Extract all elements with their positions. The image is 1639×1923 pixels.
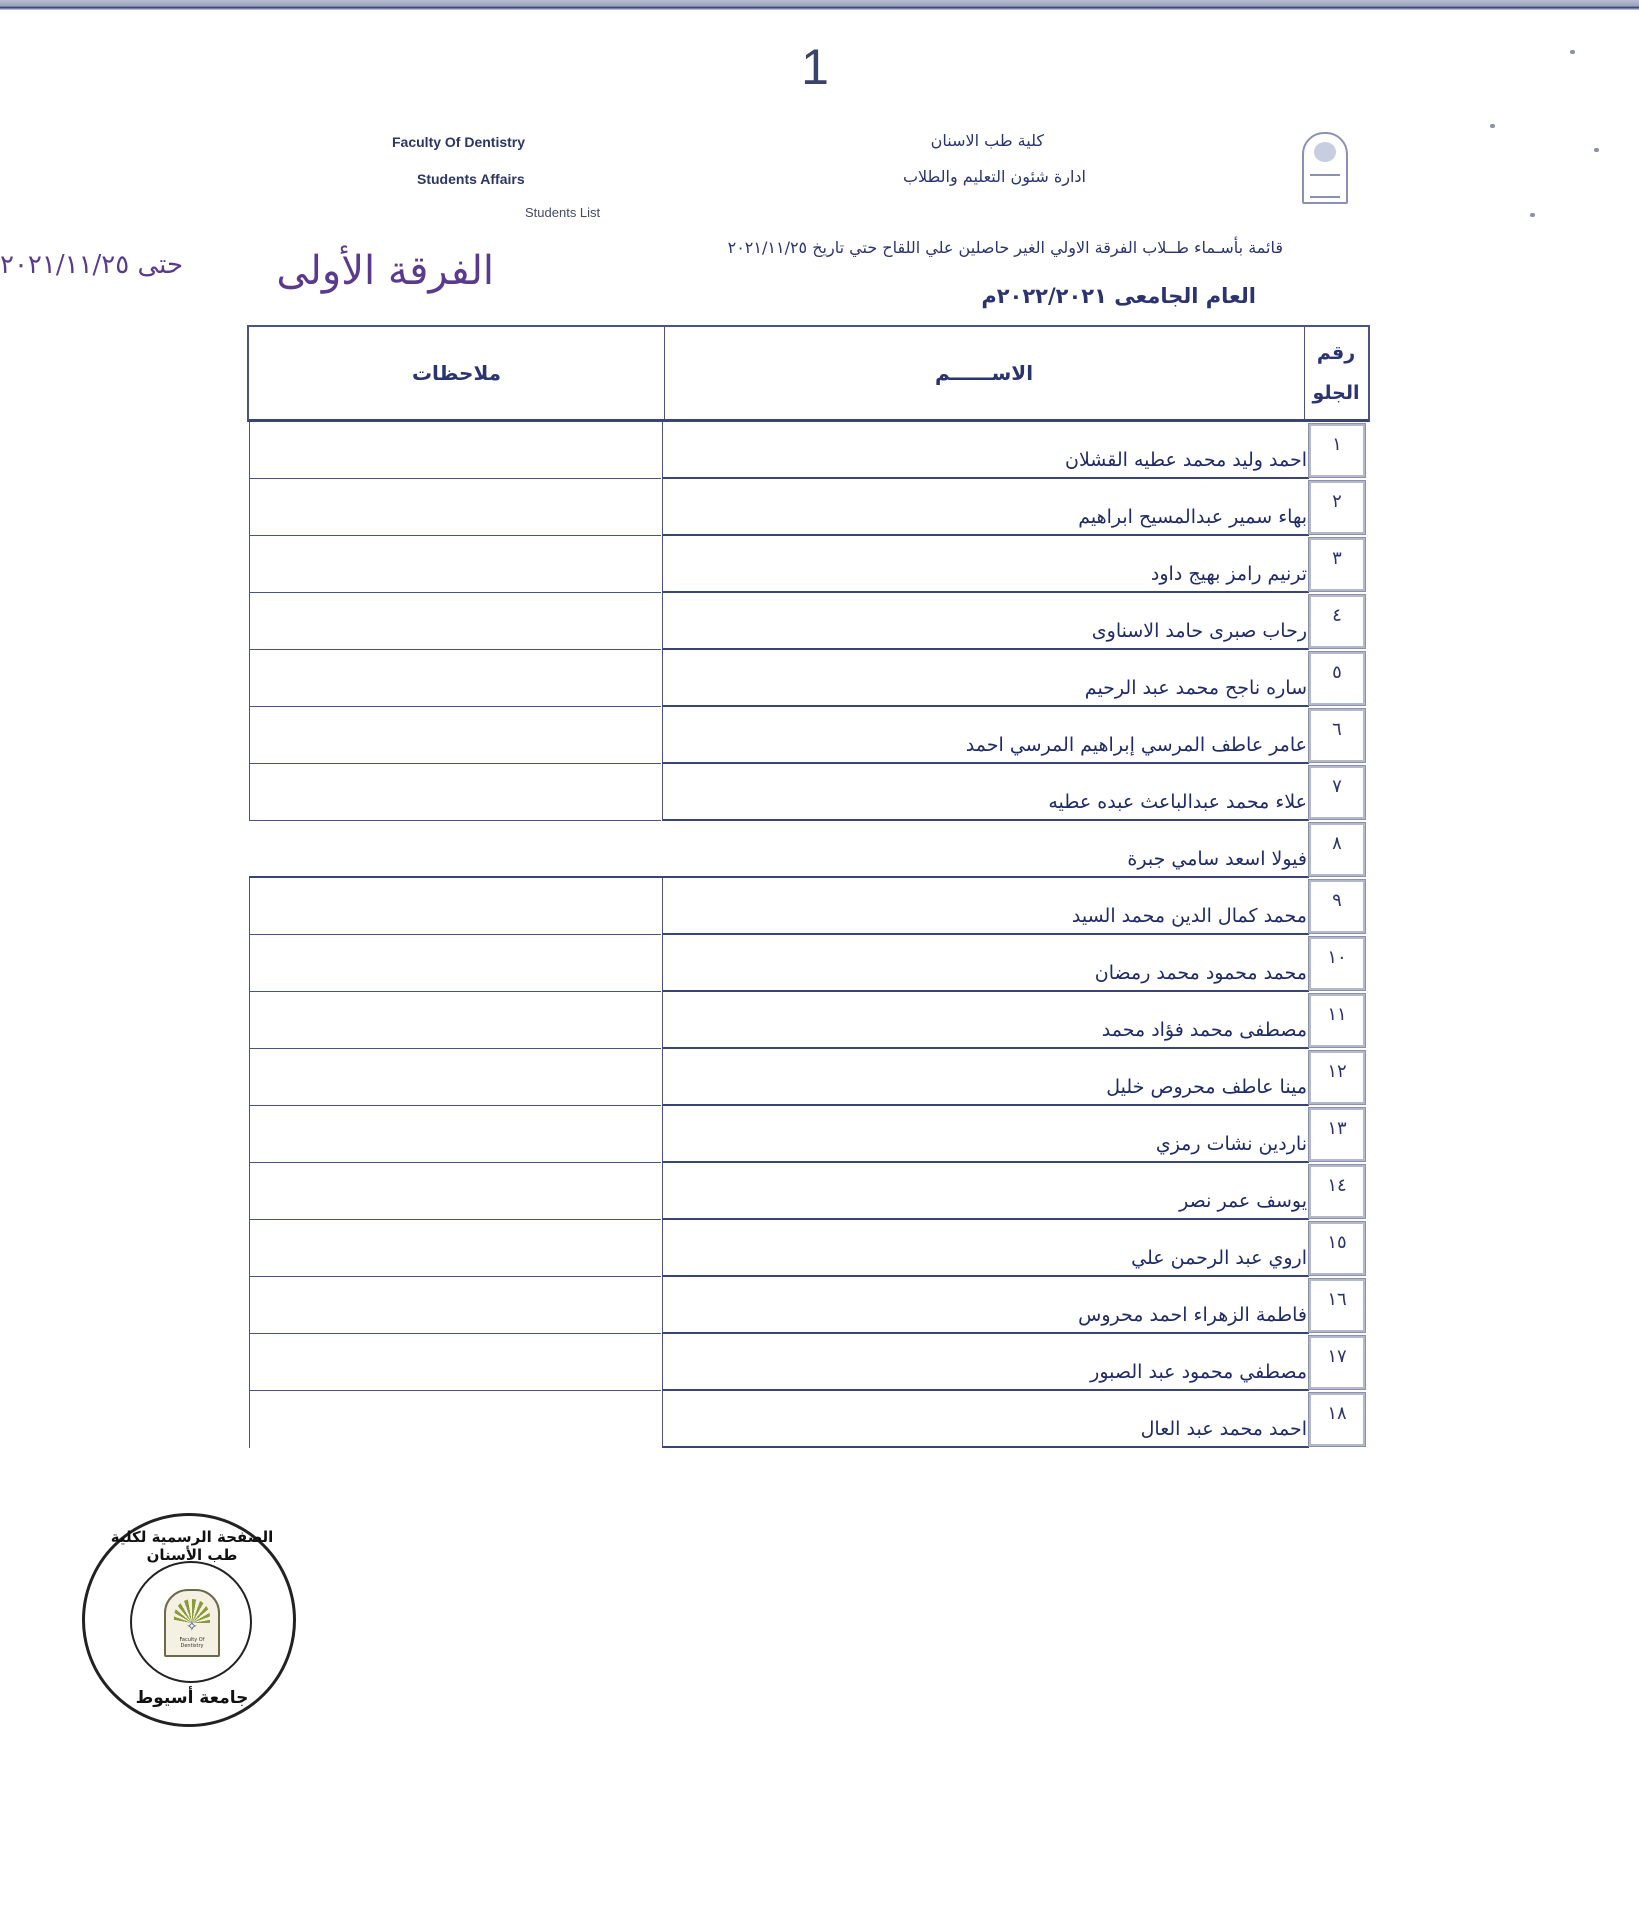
seat-number: ١٢ xyxy=(1309,1051,1365,1104)
student-name: يوسف عمر نصر xyxy=(662,1163,1309,1220)
notes-cell xyxy=(249,878,661,935)
notes-cell xyxy=(249,1220,661,1277)
stamp-top-text: الصفحة الرسمية لكلية طب الأسنان xyxy=(110,1528,274,1564)
header-seat-number xyxy=(1304,327,1368,419)
table-row xyxy=(247,1049,1370,1106)
table-row xyxy=(247,593,1370,650)
table-row xyxy=(247,992,1370,1049)
seat-number: ١ xyxy=(1309,424,1365,477)
logo-caption-en: Faculty Of Dentistry xyxy=(179,1637,205,1649)
header-seat-number-line2: الجلو xyxy=(1312,382,1360,404)
notes-cell xyxy=(249,422,661,479)
table-row xyxy=(247,1163,1370,1220)
header-name: الاســــــم xyxy=(664,327,1305,419)
student-name: رحاب صبرى حامد الاسناوى xyxy=(662,593,1309,650)
table-row xyxy=(247,650,1370,707)
students-affairs-en: Students Affairs xyxy=(417,171,525,187)
notes-cell xyxy=(249,1106,661,1163)
student-name: ترنيم رامز بهيج داود xyxy=(662,536,1309,593)
table-header xyxy=(247,325,1370,422)
student-name: عامر عاطف المرسي إبراهيم المرسي احمد xyxy=(662,707,1309,764)
notes-cell xyxy=(249,1334,661,1391)
student-name: احمد محمد عبد العال xyxy=(662,1391,1309,1448)
page-number: 1 xyxy=(801,39,829,95)
notes-cell xyxy=(249,1163,661,1220)
seat-number: ١٤ xyxy=(1309,1165,1365,1218)
seat-number: ٩ xyxy=(1309,880,1365,933)
handwritten-class-note: الفرقة الأولى xyxy=(276,248,494,294)
seat-number: ٤ xyxy=(1309,595,1365,648)
notes-cell xyxy=(249,935,661,992)
scan-speck xyxy=(1594,148,1599,152)
student-name: ساره ناجح محمد عبد الرحيم xyxy=(662,650,1309,707)
notes-cell xyxy=(249,593,661,650)
student-name: مينا عاطف محروص خليل xyxy=(662,1049,1309,1106)
tooth-icon: ✧ xyxy=(186,1619,198,1635)
notes-cell xyxy=(249,1391,661,1448)
scan-speck xyxy=(1530,213,1535,217)
scan-speck xyxy=(1490,124,1495,128)
stamp-bottom-text: جامعة أسيوط xyxy=(135,1688,249,1708)
seat-number: ١١ xyxy=(1309,994,1365,1047)
seat-number: ٦ xyxy=(1309,709,1365,762)
student-name: فيولا اسعد سامي جبرة xyxy=(249,821,1309,878)
table-row xyxy=(247,707,1370,764)
table-row xyxy=(247,1106,1370,1163)
notes-cell xyxy=(249,1277,661,1334)
header-seat-number-line1: رقم xyxy=(1316,342,1356,364)
department-name-ar: ادارة شئون التعليم والطلاب xyxy=(902,167,1086,186)
seat-number: ١٧ xyxy=(1309,1336,1365,1389)
student-name: مصطفي محمود عبد الصبور xyxy=(662,1334,1309,1391)
table-row xyxy=(247,1220,1370,1277)
stamp-inner-ring xyxy=(130,1561,252,1683)
table-row xyxy=(247,479,1370,536)
student-name: ناردين نشات رمزي xyxy=(662,1106,1309,1163)
table-row xyxy=(247,1334,1370,1391)
notes-cell xyxy=(249,536,661,593)
student-name: علاء محمد عبدالباعث عبده عطيه xyxy=(662,764,1309,821)
faculty-name-ar: كلية طب الاسنان xyxy=(930,131,1044,150)
scan-edge xyxy=(0,0,1639,10)
seat-number: ٢ xyxy=(1309,481,1365,534)
seat-number: ٧ xyxy=(1309,766,1365,819)
document-title: قائمة بأسـماء طــلاب الفرقة الاولي الغير حاصلين علي اللقاح حتي تاريخ ٢٠٢١/١١/٢٥ xyxy=(727,238,1283,257)
notes-cell xyxy=(249,707,661,764)
student-name: بهاء سمير عبدالمسيح ابراهيم xyxy=(662,479,1309,536)
table-row xyxy=(247,422,1370,479)
official-stamp xyxy=(82,1513,296,1727)
faculty-dentistry-logo-icon xyxy=(164,1589,220,1657)
table-row xyxy=(247,821,1370,878)
university-logo-icon xyxy=(1302,132,1348,204)
student-name: محمد محمود محمد رمضان xyxy=(662,935,1309,992)
table-row xyxy=(247,935,1370,992)
seat-number: ١٨ xyxy=(1309,1393,1365,1446)
handwritten-date-note: حتى ٢٠٢١/١١/٢٥ xyxy=(0,250,184,280)
seat-number: ٥ xyxy=(1309,652,1365,705)
student-name: مصطفى محمد فؤاد محمد xyxy=(662,992,1309,1049)
notes-cell xyxy=(249,764,661,821)
seat-number: ١٠ xyxy=(1309,937,1365,990)
student-name: احمد وليد محمد عطيه القشلان xyxy=(662,422,1309,479)
student-name: فاطمة الزهراء احمد محروس xyxy=(662,1277,1309,1334)
seat-number: ١٣ xyxy=(1309,1108,1365,1161)
faculty-name-en: Faculty Of Dentistry xyxy=(392,134,526,150)
student-name: اروي عبد الرحمن علي xyxy=(662,1220,1309,1277)
header-notes: ملاحظات xyxy=(249,327,665,419)
table-row xyxy=(247,536,1370,593)
notes-cell xyxy=(249,479,661,536)
notes-cell xyxy=(249,650,661,707)
notes-cell xyxy=(249,1049,661,1106)
seat-number: ١٦ xyxy=(1309,1279,1365,1332)
notes-cell xyxy=(249,992,661,1049)
seat-number: ٣ xyxy=(1309,538,1365,591)
table-row xyxy=(247,1391,1370,1448)
table-row xyxy=(247,1277,1370,1334)
seat-number: ٨ xyxy=(1309,823,1365,876)
scan-speck xyxy=(1570,50,1575,54)
table-row xyxy=(247,878,1370,935)
student-name: محمد كمال الدين محمد السيد xyxy=(662,878,1309,935)
seat-number: ١٥ xyxy=(1309,1222,1365,1275)
table-row xyxy=(247,764,1370,821)
academic-year: العام الجامعى ٢٠٢٢/٢٠٢١م xyxy=(981,284,1256,308)
students-list-label: Students List xyxy=(525,205,601,220)
